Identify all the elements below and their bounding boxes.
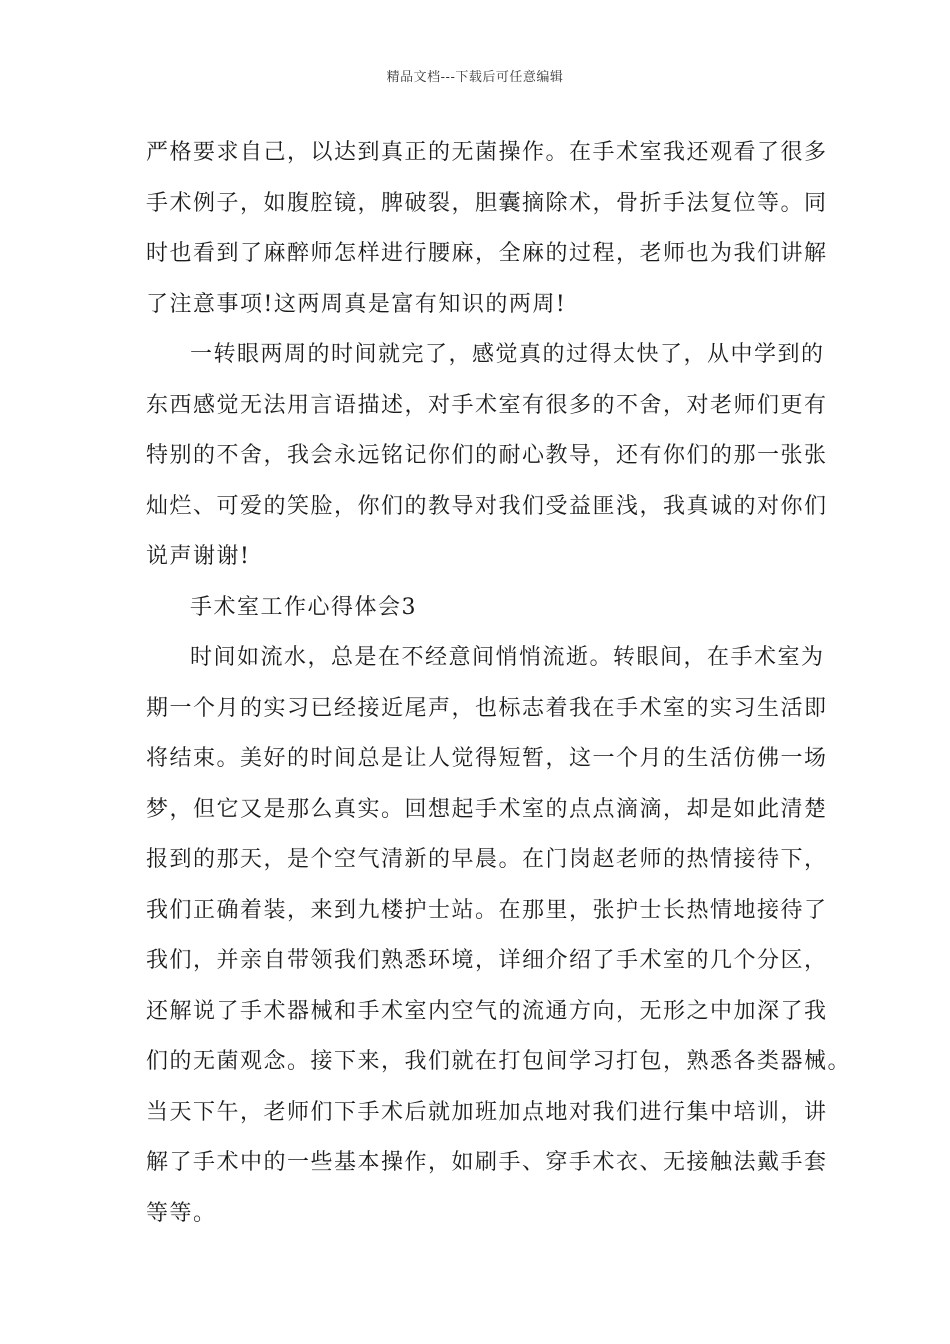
text-line: 说声谢谢! bbox=[146, 544, 251, 569]
page-header: 精品文档---下载后可任意编辑 bbox=[386, 70, 564, 85]
text-line: 手术例子，如腹腔镜，脾破裂，胆囊摘除术，骨折手法复位等。同 bbox=[146, 190, 828, 216]
text-line: 梦，但它又是那么真实。回想起手术室的点点滴滴，却是如此清楚 bbox=[146, 796, 828, 822]
text-line: 期一个月的实习已经接近尾声，也标志着我在手术室的实习生活即 bbox=[146, 695, 828, 721]
text-line: 一转眼两周的时间就完了，感觉真的过得太快了，从中学到的 bbox=[190, 342, 825, 367]
text-line: 严格要求自己，以达到真正的无菌操作。在手术室我还观看了很多 bbox=[146, 140, 828, 165]
section-heading: 手术室工作心得体会3 bbox=[190, 594, 417, 620]
text-line: 当天下午，老师们下手术后就加班加点地对我们进行集中培训，讲 bbox=[146, 1099, 828, 1125]
text-line: 解了手术中的一些基本操作，如刷手、穿手术衣、无接触法戴手套 bbox=[146, 1150, 828, 1175]
text-line: 灿烂、可爱的笑脸，你们的教导对我们受益匪浅，我真诚的对你们 bbox=[146, 493, 828, 519]
text-line: 了注意事项!这两周真是富有知识的两周! bbox=[146, 291, 567, 317]
document-body bbox=[146, 128, 852, 1239]
text-line: 特别的不舍，我会永远铭记你们的耐心教导，还有你们的那一张张 bbox=[146, 443, 828, 468]
text-line: 我们正确着装，来到九楼护士站。在那里，张护士长热情地接待了 bbox=[146, 897, 828, 923]
text-line: 我们，并亲自带领我们熟悉环境，详细介绍了手术室的几个分区， bbox=[146, 948, 828, 973]
text-line: 将结束。美好的时间总是让人觉得短暂，这一个月的生活仿佛一场 bbox=[146, 746, 828, 771]
text-line: 时也看到了麻醉师怎样进行腰麻，全麻的过程，老师也为我们讲解 bbox=[146, 241, 828, 266]
text-line: 们的无菌观念。接下来，我们就在打包间学习打包，熟悉各类器械。 bbox=[146, 1049, 852, 1074]
text-line: 还解说了手术器械和手术室内空气的流通方向，无形之中加深了我 bbox=[146, 998, 828, 1024]
text-line: 等等。 bbox=[146, 1200, 217, 1226]
text-line: 东西感觉无法用言语描述，对手术室有很多的不舍，对老师们更有 bbox=[146, 392, 828, 418]
text-line: 时间如流水，总是在不经意间悄悄流逝。转眼间，在手术室为 bbox=[190, 645, 825, 670]
text-line: 报到的那天，是个空气清新的早晨。在门岗赵老师的热情接待下， bbox=[146, 847, 828, 872]
